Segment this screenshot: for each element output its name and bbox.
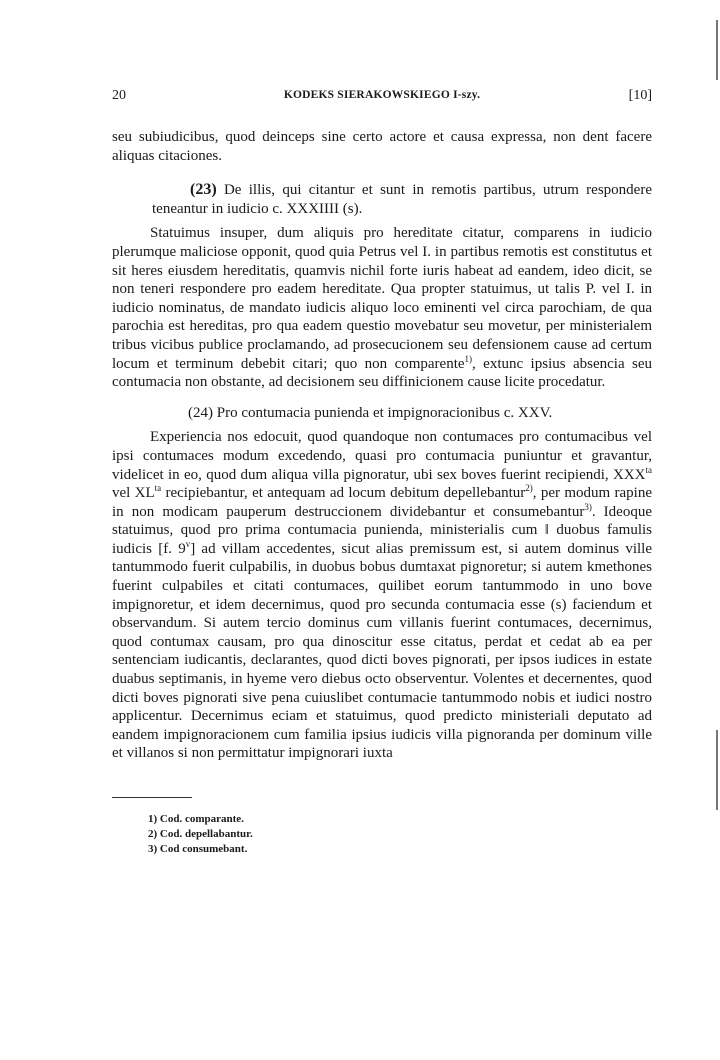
scan-edge-mark-top (716, 20, 718, 80)
footnote-1: 1) Cod. comparante. (148, 813, 244, 825)
superscript-ta-1: ta (645, 464, 652, 475)
section-number-24: (24) (188, 404, 213, 421)
page-header (112, 88, 652, 110)
section-title-23: De illis, qui citantur et sunt in remotis partibus, utrum respondere teneantur in iudicio c. XXXIIII (s). (152, 182, 652, 217)
footnote-2: 2) Cod. depellabantur. (148, 828, 253, 840)
footnote-ref-3: 3) (584, 501, 592, 512)
scan-edge-mark-bottom (716, 730, 718, 810)
footnote-ref-1: 1) (464, 353, 473, 364)
paragraph-24: Experiencia nos edocuit, quod quandoque non contumaces pro contumacibus vel ipsi contumaces modum excedendo, quasi pro contumacia puniuntur et gravantur, videlicet in eo, quod dum aliqua villa pignoratur, ubi sex boves fuerint recipiendi, $XXX^{ta}$ vel $XL^{ta}$ recipiebantur, et antequam ad locum debitum depellebantur$^{2)}$, per modum rapine in non modicam pauperum destruccionem dividebantur et consumebantur$^{3)}$. Ideoque statuimus, quod pro prima contumacia punienda, ministerialis cum ‖ duobus famulis iudicis [f. 9$^v$] ad villam accedentes, sicut alias premissum est, si autem dominus ville tantummodo fuerit culpabilis, in duobus bobus dumtaxat pignoretur; si autem kmethones fuerint culpabiles et citati contumaces, quilibet eorum tantummodo in uno bove impignoretur, et idem decernimus, quod pro secunda contumacia esse (s) faciendum et observandum. Si autem tercio dominus cum villanis fuerint contumaces, decernimus, quod contumax causam, pro qua dinoscitur esse citatus, perdat et cedat ab ea per sentenciam iudicantis, declarantes, quod dicti boves pignorati, per ipsos iudices in estate duabus septimanis, in hyeme vero diebus octo observentur. Volentes et decernentes, quod dicti boves pignorati sive pena cuiuslibet contumacie tantummodo nobis et iudici nostro applicentur. Decernimus eciam et statuimus, quod predicto ministeriali deputato ad eandem impignoracionem cum familia ipsius iudicis villa pignoranda per dominum ville et villanos si non permittatur impignorari iuxta (112, 429, 652, 762)
paragraph-intro: seu subiudicibus, quod deinceps sine certo actore et causa expressa, non dent facere aliquas citaciones. (112, 129, 652, 164)
paragraph-23: Statuimus insuper, dum aliquis pro hereditate citatur, comparens in iudicio plerumque maliciose opponit, quod quia Petrus vel I. in partibus remotis est constitutus et sit heres eiusdem hereditatis, quamvis nichil forte iuris habeat ad eandem, ideo dicit, se non teneri respondere pro eadem hereditate. Qua propter statuimus, ut talis P. vel I. in iudicio nominatus, de mandato iudicis aliquo loco eminenti vel circa parochiam, de qua parochia est hereditas, pro qua eadem questio movebatur seu movetur, per ministerialem tribus vicibus publice proclamando, ad prosecucionem seu defensionem cause ad certum locum et terminum debebit citari; quo non comparente$^{1)}$, extunc ipsius absencia seu contumacia non obstante, ad decisionem seu diffinicionem cause licite procedatur. (112, 225, 653, 391)
document-page (112, 88, 652, 857)
footnote-divider (112, 797, 192, 798)
footnotes (112, 812, 652, 857)
page-number: 20 (112, 88, 126, 103)
footnote-3: 3) Cod consumebant. (148, 843, 248, 855)
footnote-ref-2: 2) (525, 483, 533, 494)
superscript-ta-2: ta (154, 483, 162, 494)
folio-number: [10] (628, 88, 652, 103)
superscript-v: v (185, 538, 191, 549)
running-title: KODEKS SIERAKOWSKIEGO I-szy. (283, 89, 481, 101)
body-text (112, 128, 652, 763)
section-heading-24 (112, 404, 652, 423)
section-number-23: (23) (190, 181, 217, 199)
section-heading-23 (112, 181, 652, 218)
section-title-24: Pro contumacia punienda et impignoracionibus c. XXV. (213, 404, 553, 421)
